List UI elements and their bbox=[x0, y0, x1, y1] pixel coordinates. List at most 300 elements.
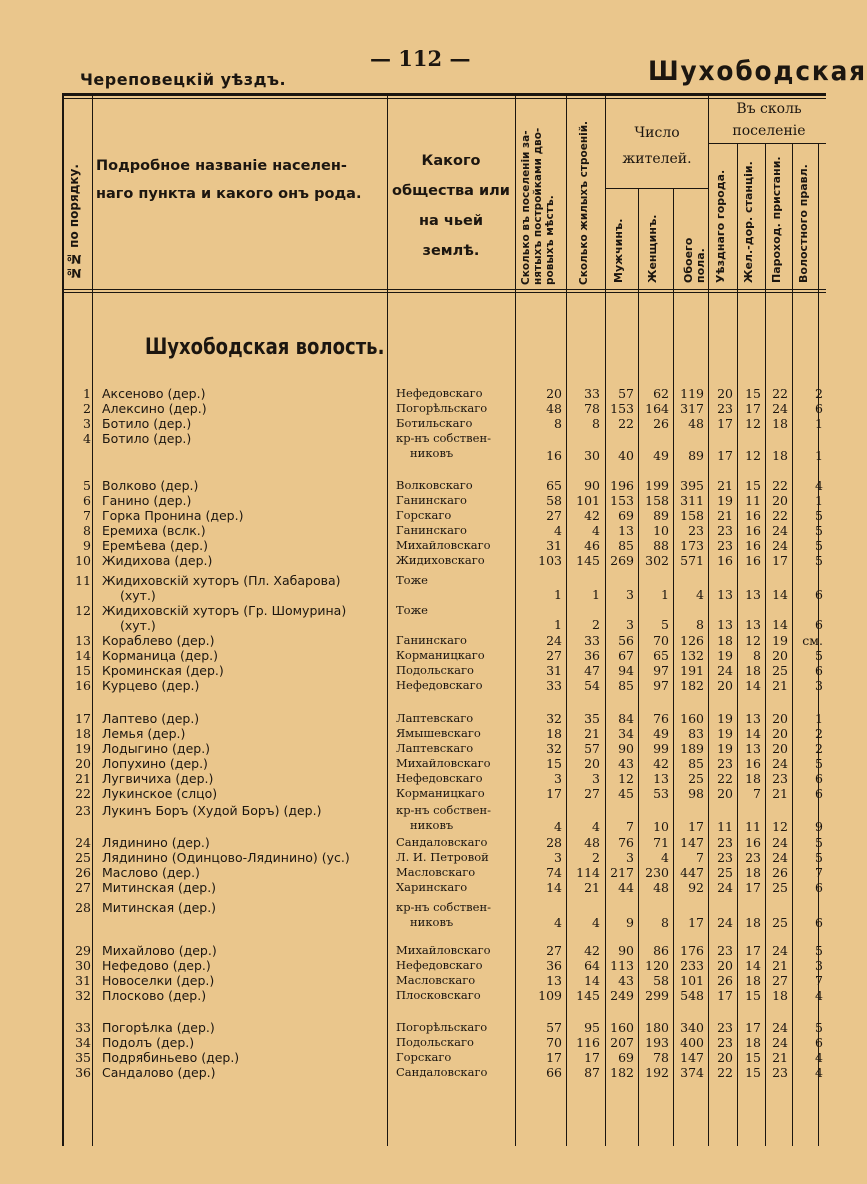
cell-c2: 87 bbox=[584, 1065, 600, 1080]
cell-total: 101 bbox=[680, 973, 704, 988]
cell-d4: 4 bbox=[815, 988, 823, 1003]
cell-d3: 12 bbox=[772, 819, 788, 834]
cell-d2: 18 bbox=[745, 1035, 761, 1050]
cell-men: 153 bbox=[610, 493, 634, 508]
place-name: Лемья (дер.) bbox=[102, 726, 186, 741]
cell-c1: 103 bbox=[538, 553, 562, 568]
cell-d4: 5 bbox=[815, 523, 823, 538]
cell-women: 302 bbox=[645, 553, 669, 568]
cell-women: 49 bbox=[653, 726, 669, 741]
cell-total: 173 bbox=[680, 538, 704, 553]
place-name: Сандалово (дер.) bbox=[102, 1065, 216, 1080]
row-number: 21 bbox=[75, 771, 91, 786]
society: Нефедовскаго bbox=[396, 678, 483, 692]
society: кр-нъ собствен- bbox=[396, 803, 491, 817]
cell-men: 217 bbox=[610, 865, 634, 880]
row-number: 7 bbox=[83, 508, 91, 523]
row-number: 27 bbox=[75, 880, 91, 895]
cell-c1: 36 bbox=[546, 958, 562, 973]
cell-men: 84 bbox=[618, 711, 634, 726]
header-uezd-town: Уѣзднаго города. bbox=[714, 169, 727, 283]
header-total: Обоего пола. bbox=[682, 237, 707, 283]
place-name: Аксеново (дер.) bbox=[102, 386, 206, 401]
place-name: Кроминская (дер.) bbox=[102, 663, 224, 678]
cell-men: 69 bbox=[618, 508, 634, 523]
cell-d4: 5 bbox=[815, 553, 823, 568]
society: Лаптевскаго bbox=[396, 741, 474, 755]
cell-c1: 31 bbox=[546, 538, 562, 553]
cell-d1: 13 bbox=[717, 587, 733, 602]
cell-d3: 18 bbox=[772, 416, 788, 431]
cell-d3: 21 bbox=[772, 958, 788, 973]
cell-d1: 20 bbox=[717, 1050, 733, 1065]
row-number: 8 bbox=[83, 523, 91, 538]
cell-d4: 7 bbox=[815, 973, 823, 988]
cell-women: 13 bbox=[653, 771, 669, 786]
cell-women: 299 bbox=[645, 988, 669, 1003]
cell-c2: 48 bbox=[584, 835, 600, 850]
cell-d3: 21 bbox=[772, 1050, 788, 1065]
society: Подольскаго bbox=[396, 1035, 474, 1049]
cell-women: 5 bbox=[661, 617, 669, 632]
cell-d4: 3 bbox=[815, 678, 823, 693]
cell-women: 1 bbox=[661, 587, 669, 602]
cell-c2: 20 bbox=[584, 756, 600, 771]
cell-total: 447 bbox=[680, 865, 704, 880]
cell-women: 88 bbox=[653, 538, 669, 553]
cell-c1: 66 bbox=[546, 1065, 562, 1080]
cell-c2: 17 bbox=[584, 1050, 600, 1065]
society: Корманицкаго bbox=[396, 648, 485, 662]
cell-women: 230 bbox=[645, 865, 669, 880]
cell-d1: 19 bbox=[717, 726, 733, 741]
cell-d2: 15 bbox=[745, 1050, 761, 1065]
cell-men: 22 bbox=[618, 416, 634, 431]
cell-d1: 11 bbox=[717, 819, 733, 834]
page-number: — 112 — bbox=[370, 46, 471, 71]
cell-women: 97 bbox=[653, 663, 669, 678]
cell-d3: 25 bbox=[772, 663, 788, 678]
row-number: 19 bbox=[75, 741, 91, 756]
cell-c2: 95 bbox=[584, 1020, 600, 1035]
cell-d2: 15 bbox=[745, 386, 761, 401]
table-top-rule bbox=[62, 93, 826, 96]
cell-d3: 24 bbox=[772, 850, 788, 865]
cell-c2: 21 bbox=[584, 880, 600, 895]
cell-c1: 32 bbox=[546, 741, 562, 756]
society-cont: никовъ bbox=[410, 915, 454, 929]
cell-d3: 26 bbox=[772, 865, 788, 880]
cell-c1: 24 bbox=[546, 633, 562, 648]
cell-d2: 18 bbox=[745, 973, 761, 988]
row-number: 34 bbox=[75, 1035, 91, 1050]
cell-total: 400 bbox=[680, 1035, 704, 1050]
cell-d1: 24 bbox=[717, 663, 733, 678]
cell-women: 58 bbox=[653, 973, 669, 988]
cell-c1: 16 bbox=[546, 448, 562, 463]
place-name: Лядинино (Одинцово-Лядинино) (ус.) bbox=[102, 850, 350, 865]
cell-men: 67 bbox=[618, 648, 634, 663]
society: Тоже bbox=[396, 603, 428, 617]
place-name-cont: (хут.) bbox=[120, 618, 156, 633]
cell-c1: 65 bbox=[546, 478, 562, 493]
cell-d3: 18 bbox=[772, 448, 788, 463]
cell-d3: 23 bbox=[772, 1065, 788, 1080]
cell-c1: 48 bbox=[546, 401, 562, 416]
header-volost-board: Волостного правл. bbox=[797, 164, 810, 283]
header-distance-group bbox=[712, 98, 826, 142]
cell-c2: 27 bbox=[584, 786, 600, 801]
place-name: Лядинино (дер.) bbox=[102, 835, 210, 850]
place-name: Нефедово (дер.) bbox=[102, 958, 211, 973]
cell-d1: 26 bbox=[717, 973, 733, 988]
cell-c1: 70 bbox=[546, 1035, 562, 1050]
cell-men: 85 bbox=[618, 678, 634, 693]
cell-c2: 42 bbox=[584, 508, 600, 523]
cell-men: 44 bbox=[618, 880, 634, 895]
place-name: Лугвичиха (дер.) bbox=[102, 771, 214, 786]
row-number: 18 bbox=[75, 726, 91, 741]
cell-c2: 145 bbox=[576, 553, 600, 568]
cell-total: 17 bbox=[688, 819, 704, 834]
cell-c1: 58 bbox=[546, 493, 562, 508]
header-distance-line: Въ сколь bbox=[736, 101, 802, 117]
cell-d2: 16 bbox=[745, 835, 761, 850]
cell-c1: 3 bbox=[554, 771, 562, 786]
cell-c2: 3 bbox=[592, 771, 600, 786]
cell-c1: 4 bbox=[554, 915, 562, 930]
society: Лаптевскаго bbox=[396, 711, 474, 725]
header-residents-line: Число bbox=[634, 125, 680, 141]
cell-d1: 23 bbox=[717, 523, 733, 538]
cell-d1: 17 bbox=[717, 988, 733, 1003]
place-name: Лукинъ Боръ (Худой Боръ) (дер.) bbox=[102, 803, 322, 818]
place-name: Лаптево (дер.) bbox=[102, 711, 200, 726]
cell-d4: 2 bbox=[815, 741, 823, 756]
header-buildings: Сколько жилыхъ строеній. bbox=[578, 120, 590, 285]
cell-d2: 11 bbox=[745, 493, 761, 508]
place-name: Ботило (дер.) bbox=[102, 431, 192, 446]
cell-c1: 14 bbox=[546, 880, 562, 895]
cell-d4: 5 bbox=[815, 538, 823, 553]
cell-c2: 145 bbox=[576, 988, 600, 1003]
cell-total: 158 bbox=[680, 508, 704, 523]
cell-d3: 24 bbox=[772, 756, 788, 771]
cell-d2: 15 bbox=[745, 1065, 761, 1080]
row-number: 10 bbox=[75, 553, 91, 568]
place-name: Кораблево (дер.) bbox=[102, 633, 215, 648]
society: Погорѣльскаго bbox=[396, 401, 488, 415]
society: Сандаловскаго bbox=[396, 1065, 488, 1079]
row-number: 13 bbox=[75, 633, 91, 648]
cell-c2: 114 bbox=[576, 865, 600, 880]
place-name: Жидиховскій хуторъ (Пл. Хабарова) bbox=[102, 573, 341, 588]
cell-d4: 5 bbox=[815, 1020, 823, 1035]
place-name: Еремиха (вслк.) bbox=[102, 523, 206, 538]
cell-d2: 11 bbox=[745, 819, 761, 834]
cell-men: 153 bbox=[610, 401, 634, 416]
place-name: Лукинское (слцо) bbox=[102, 786, 218, 801]
row-number: 28 bbox=[75, 900, 91, 915]
cell-d4: 6 bbox=[815, 401, 823, 416]
cell-men: 207 bbox=[610, 1035, 634, 1050]
cell-men: 56 bbox=[618, 633, 634, 648]
society: Ямышевскаго bbox=[396, 726, 481, 740]
cell-d2: 13 bbox=[745, 617, 761, 632]
running-title: Шухободская bbox=[648, 56, 867, 87]
cell-d1: 24 bbox=[717, 915, 733, 930]
cell-total: 23 bbox=[688, 523, 704, 538]
header-bottom-rule-2 bbox=[62, 292, 826, 293]
cell-women: 99 bbox=[653, 741, 669, 756]
cell-c1: 4 bbox=[554, 523, 562, 538]
cell-women: 89 bbox=[653, 508, 669, 523]
cell-d1: 13 bbox=[717, 617, 733, 632]
cell-d1: 18 bbox=[717, 633, 733, 648]
cell-men: 160 bbox=[610, 1020, 634, 1035]
cell-c1: 31 bbox=[546, 663, 562, 678]
row-number: 25 bbox=[75, 850, 91, 865]
society: кр-нъ собствен- bbox=[396, 900, 491, 914]
cell-d1: 20 bbox=[717, 786, 733, 801]
row-number: 16 bbox=[75, 678, 91, 693]
cell-d1: 23 bbox=[717, 756, 733, 771]
uezd-heading: Череповецкій уѣздъ. bbox=[80, 70, 287, 89]
cell-total: 7 bbox=[696, 850, 704, 865]
cell-d2: 7 bbox=[753, 786, 761, 801]
cell-c2: 36 bbox=[584, 648, 600, 663]
cell-women: 62 bbox=[653, 386, 669, 401]
cell-d2: 17 bbox=[745, 1020, 761, 1035]
cell-d3: 20 bbox=[772, 726, 788, 741]
header-society bbox=[390, 146, 512, 266]
place-name: Жидиховскій хуторъ (Гр. Шомурина) bbox=[102, 603, 347, 618]
cell-men: 7 bbox=[626, 819, 634, 834]
cell-total: 189 bbox=[680, 741, 704, 756]
cell-d2: 16 bbox=[745, 508, 761, 523]
place-name: Корманица (дер.) bbox=[102, 648, 218, 663]
cell-d2: 18 bbox=[745, 865, 761, 880]
row-number: 15 bbox=[75, 663, 91, 678]
place-name: Погорѣлка (дер.) bbox=[102, 1020, 215, 1035]
place-name: Жидихова (дер.) bbox=[102, 553, 213, 568]
row-number: 24 bbox=[75, 835, 91, 850]
header-homesteads: Сколько въ поселеніи за- нятыхъ постройками дво- ровыхъ мѣстъ. bbox=[520, 127, 556, 285]
society: Михайловскаго bbox=[396, 943, 491, 957]
header-distance-line: поселеніе bbox=[732, 123, 806, 139]
place-name: Волково (дер.) bbox=[102, 478, 199, 493]
cell-d4: 5 bbox=[815, 648, 823, 663]
cell-d1: 23 bbox=[717, 835, 733, 850]
cell-total: 160 bbox=[680, 711, 704, 726]
cell-men: 43 bbox=[618, 973, 634, 988]
cell-d4: 3 bbox=[815, 958, 823, 973]
cell-women: 42 bbox=[653, 756, 669, 771]
cell-c1: 15 bbox=[546, 756, 562, 771]
cell-c1: 1 bbox=[554, 617, 562, 632]
cell-total: 89 bbox=[688, 448, 704, 463]
society: Горскаго bbox=[396, 508, 452, 522]
cell-men: 76 bbox=[618, 835, 634, 850]
cell-men: 12 bbox=[618, 771, 634, 786]
cell-women: 180 bbox=[645, 1020, 669, 1035]
cell-c2: 33 bbox=[584, 386, 600, 401]
place-name: Митинская (дер.) bbox=[102, 900, 217, 915]
cell-d3: 17 bbox=[772, 553, 788, 568]
cell-men: 182 bbox=[610, 1065, 634, 1080]
col-divider bbox=[92, 96, 93, 1146]
cell-c2: 14 bbox=[584, 973, 600, 988]
society: Горскаго bbox=[396, 1050, 452, 1064]
header-society-line: общества или bbox=[392, 183, 510, 199]
row-number: 3 bbox=[83, 416, 91, 431]
row-number: 2 bbox=[83, 401, 91, 416]
cell-women: 48 bbox=[653, 880, 669, 895]
cell-d3: 24 bbox=[772, 943, 788, 958]
place-name: Алексино (дер.) bbox=[102, 401, 207, 416]
society: Ганинскаго bbox=[396, 523, 467, 537]
place-name: Плосково (дер.) bbox=[102, 988, 207, 1003]
cell-d1: 17 bbox=[717, 416, 733, 431]
cell-d4: см. bbox=[802, 633, 823, 648]
cell-d1: 19 bbox=[717, 741, 733, 756]
society: Нефедовскаго bbox=[396, 771, 483, 785]
cell-women: 199 bbox=[645, 478, 669, 493]
cell-c2: 8 bbox=[592, 416, 600, 431]
row-number: 14 bbox=[75, 648, 91, 663]
cell-men: 94 bbox=[618, 663, 634, 678]
row-number: 9 bbox=[83, 538, 91, 553]
row-number: 36 bbox=[75, 1065, 91, 1080]
cell-d4: 5 bbox=[815, 835, 823, 850]
cell-c2: 30 bbox=[584, 448, 600, 463]
cell-d1: 23 bbox=[717, 850, 733, 865]
cell-d3: 24 bbox=[772, 1020, 788, 1035]
cell-d4: 1 bbox=[815, 711, 823, 726]
cell-men: 34 bbox=[618, 726, 634, 741]
cell-men: 45 bbox=[618, 786, 634, 801]
cell-men: 9 bbox=[626, 915, 634, 930]
col-divider bbox=[515, 96, 516, 1146]
cell-d4: 5 bbox=[815, 850, 823, 865]
cell-c1: 17 bbox=[546, 1050, 562, 1065]
cell-women: 10 bbox=[653, 523, 669, 538]
cell-women: 193 bbox=[645, 1035, 669, 1050]
society: Михайловскаго bbox=[396, 756, 491, 770]
cell-d3: 27 bbox=[772, 973, 788, 988]
cell-women: 78 bbox=[653, 1050, 669, 1065]
cell-women: 158 bbox=[645, 493, 669, 508]
cell-men: 269 bbox=[610, 553, 634, 568]
cell-d1: 20 bbox=[717, 958, 733, 973]
cell-d1: 22 bbox=[717, 1065, 733, 1080]
cell-d3: 24 bbox=[772, 401, 788, 416]
cell-d1: 21 bbox=[717, 478, 733, 493]
row-number: 26 bbox=[75, 865, 91, 880]
cell-total: 48 bbox=[688, 416, 704, 431]
society: кр-нъ собствен- bbox=[396, 431, 491, 445]
cell-d2: 8 bbox=[753, 648, 761, 663]
cell-c1: 32 bbox=[546, 711, 562, 726]
cell-c2: 90 bbox=[584, 478, 600, 493]
cell-d4: 6 bbox=[815, 1035, 823, 1050]
cell-d3: 24 bbox=[772, 1035, 788, 1050]
cell-c1: 27 bbox=[546, 508, 562, 523]
cell-d1: 22 bbox=[717, 771, 733, 786]
cell-c1: 27 bbox=[546, 943, 562, 958]
cell-d2: 12 bbox=[745, 448, 761, 463]
cell-women: 97 bbox=[653, 678, 669, 693]
cell-d3: 18 bbox=[772, 988, 788, 1003]
cell-men: 40 bbox=[618, 448, 634, 463]
society: Погорѣльскаго bbox=[396, 1020, 488, 1034]
cell-men: 90 bbox=[618, 943, 634, 958]
place-name: Курцево (дер.) bbox=[102, 678, 200, 693]
header-pier: Пароход. пристани. bbox=[770, 156, 783, 283]
place-name: Лопухино (дер.) bbox=[102, 756, 208, 771]
header-bottom-rule bbox=[62, 289, 826, 290]
cell-c2: 4 bbox=[592, 523, 600, 538]
header-railway: Жел.-дор. станціи. bbox=[742, 161, 755, 283]
cell-total: 92 bbox=[688, 880, 704, 895]
place-name: Михайлово (дер.) bbox=[102, 943, 217, 958]
group-rule-residents bbox=[605, 188, 708, 189]
society: Тоже bbox=[396, 573, 428, 587]
row-number: 35 bbox=[75, 1050, 91, 1065]
place-name-cont: (хут.) bbox=[120, 588, 156, 603]
place-name: Подрябиньево (дер.) bbox=[102, 1050, 240, 1065]
place-name: Еремѣева (дер.) bbox=[102, 538, 209, 553]
cell-total: 126 bbox=[680, 633, 704, 648]
header-society-line: на чьей землѣ. bbox=[419, 213, 483, 259]
cell-d3: 25 bbox=[772, 915, 788, 930]
cell-c2: 2 bbox=[592, 850, 600, 865]
col-divider bbox=[792, 143, 793, 1146]
row-number: 5 bbox=[83, 478, 91, 493]
cell-women: 26 bbox=[653, 416, 669, 431]
cell-c2: 1 bbox=[592, 587, 600, 602]
cell-c2: 47 bbox=[584, 663, 600, 678]
cell-men: 3 bbox=[626, 587, 634, 602]
cell-c1: 17 bbox=[546, 786, 562, 801]
cell-d2: 14 bbox=[745, 958, 761, 973]
cell-d1: 20 bbox=[717, 678, 733, 693]
cell-d4: 4 bbox=[815, 478, 823, 493]
place-name: Новоселки (дер.) bbox=[102, 973, 215, 988]
cell-d2: 12 bbox=[745, 633, 761, 648]
cell-d1: 16 bbox=[717, 553, 733, 568]
cell-d2: 16 bbox=[745, 523, 761, 538]
cell-d3: 24 bbox=[772, 523, 788, 538]
cell-total: 233 bbox=[680, 958, 704, 973]
cell-c2: 35 bbox=[584, 711, 600, 726]
cell-c2: 4 bbox=[592, 915, 600, 930]
cell-d2: 13 bbox=[745, 741, 761, 756]
cell-men: 3 bbox=[626, 617, 634, 632]
cell-d4: 4 bbox=[815, 1050, 823, 1065]
cell-c1: 3 bbox=[554, 850, 562, 865]
cell-c1: 8 bbox=[554, 416, 562, 431]
cell-c2: 42 bbox=[584, 943, 600, 958]
cell-total: 119 bbox=[680, 386, 704, 401]
cell-d3: 22 bbox=[772, 508, 788, 523]
cell-total: 374 bbox=[680, 1065, 704, 1080]
cell-d2: 17 bbox=[745, 943, 761, 958]
cell-d3: 22 bbox=[772, 478, 788, 493]
cell-d2: 14 bbox=[745, 726, 761, 741]
cell-d4: 5 bbox=[815, 508, 823, 523]
society: Нефедовскаго bbox=[396, 386, 483, 400]
